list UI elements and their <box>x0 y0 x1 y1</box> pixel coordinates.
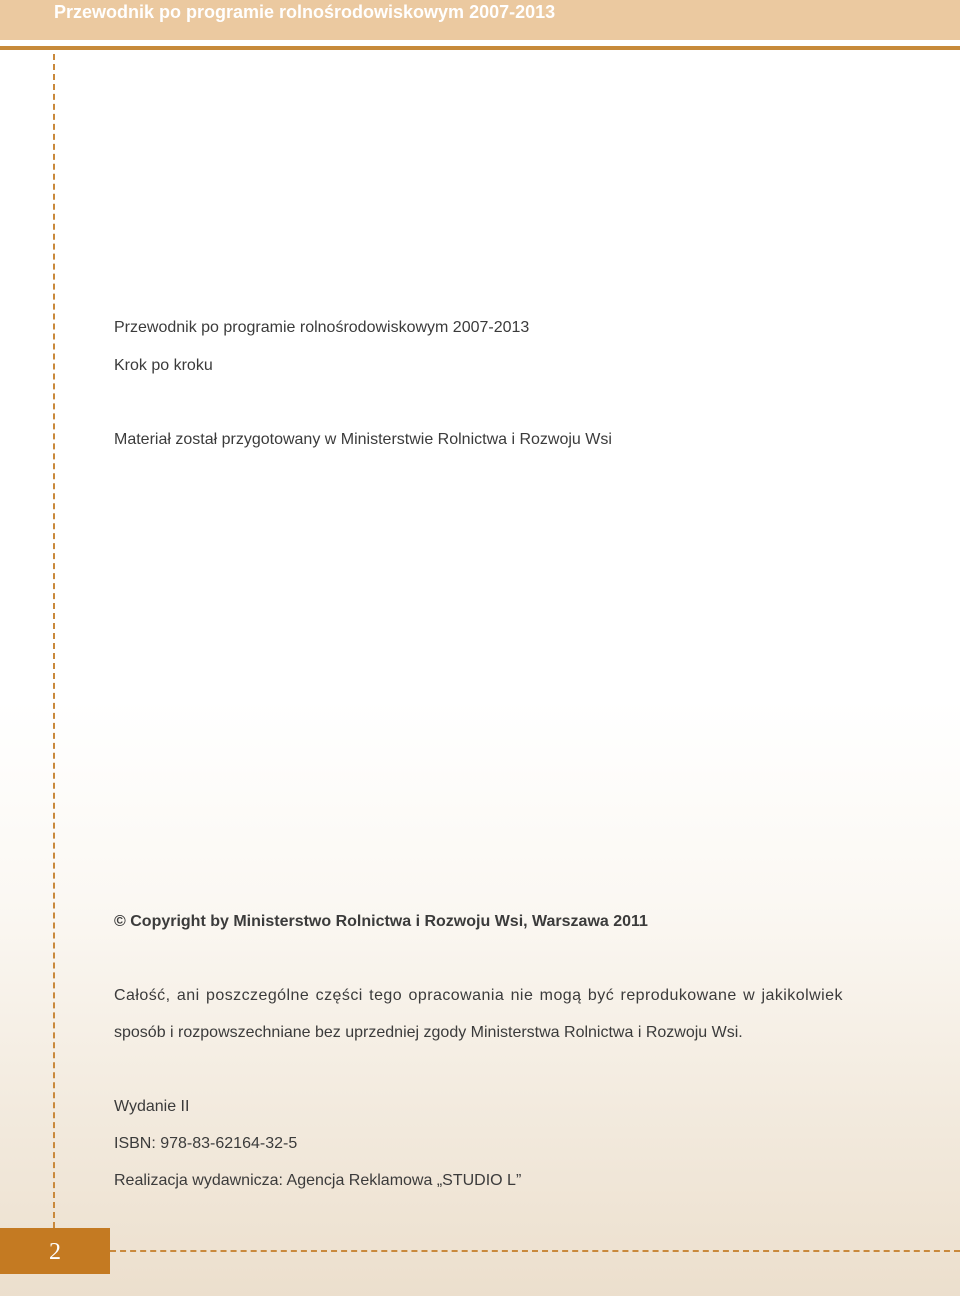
prepared-by-note: Materiał został przygotowany w Ministerstwie Rolnictwa i Rozwoju Wsi <box>114 431 612 448</box>
header-bar <box>0 0 960 40</box>
rights-notice-line-1: Całość, ani poszczególne części tego opracowania nie mogą być reprodukowane w jakikolwiek <box>114 987 843 1004</box>
header-title: Przewodnik po programie rolnośrodowiskowym 2007-2013 <box>54 2 556 22</box>
publication-title: Przewodnik po programie rolnośrodowiskowym 2007-2013 <box>114 319 530 336</box>
page-number-box <box>0 1228 110 1274</box>
publisher-info: Realizacja wydawnicza: Agencja Reklamowa „STUDIO L” <box>114 1172 522 1189</box>
copyright-notice: © Copyright by Ministerstwo Rolnictwa i Rozwoju Wsi, Warszawa 2011 <box>114 913 648 930</box>
rights-notice-line-2: sposób i rozpowszechniane bez uprzedniej zgody Ministerstwa Rolnictwa i Rozwoju Wsi. <box>114 1024 743 1041</box>
edition-info: Wydanie II <box>114 1098 190 1115</box>
left-dashed-border <box>53 54 55 1228</box>
header-rule <box>0 46 960 50</box>
publication-subtitle: Krok po kroku <box>114 357 213 374</box>
isbn-info: ISBN: 978-83-62164-32-5 <box>114 1135 298 1152</box>
page-number: 2 <box>49 1239 61 1265</box>
bottom-dashed-border <box>110 1250 960 1252</box>
